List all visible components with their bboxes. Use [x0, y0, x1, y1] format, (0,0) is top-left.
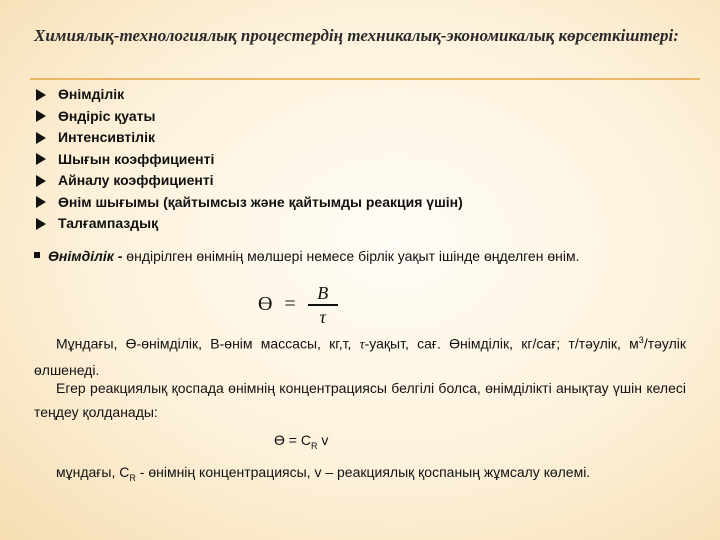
list-item-label: Өндіріс қуаты [58, 107, 156, 124]
where-text-a: мұндағы, С [56, 464, 130, 480]
explanation-tau: τ [359, 337, 365, 353]
where-paragraph [34, 460, 674, 490]
list-item [36, 192, 463, 214]
explanation-paragraph [34, 328, 686, 382]
definition-paragraph [34, 244, 686, 268]
arrow-bullet-icon [36, 89, 46, 101]
definition-term: Өнімділік [48, 248, 114, 264]
list-item [36, 149, 463, 171]
formula2-subscript: R [310, 440, 318, 451]
formula2-text-b: v [317, 432, 329, 448]
explanation-superscript: 3 [638, 335, 644, 345]
list-item-label: Айналу коэффициенті [58, 172, 214, 188]
list-item [36, 213, 463, 235]
arrow-bullet-icon [36, 196, 46, 208]
list-item [36, 106, 463, 128]
list-item-label: Өнім шығымы (қайтымсыз және қайтымды реакция үшін) [58, 193, 463, 210]
arrow-bullet-icon [36, 110, 46, 122]
explanation-text-b: -уақыт, сағ. Өнімділік, кг/сағ; т/тәулік, м [364, 335, 639, 352]
formula-fraction [308, 282, 338, 328]
definition-dash: - [113, 248, 127, 264]
list-item-label: Шығын коэффициенті [58, 150, 215, 167]
arrow-bullet-icon [36, 132, 46, 144]
list-item [36, 84, 463, 106]
list-item-label: Өнімділік [58, 86, 125, 102]
list-item-label: Талғампаздық [58, 215, 159, 231]
productivity-formula [258, 282, 338, 328]
arrow-bullet-icon [36, 218, 46, 230]
list-item [36, 170, 463, 192]
indicator-list [36, 84, 463, 235]
square-bullet-icon [34, 252, 40, 258]
arrow-bullet-icon [36, 153, 46, 165]
list-item-label: Интенсивтілік [58, 129, 155, 145]
slide-title: Химиялық-технологиялық процестердің техникалық-экономикалық көрсеткіштері: [34, 26, 679, 45]
explanation-text-a: Мұндағы, Ө-өнімділік, В-өнім массасы, кг,т, [56, 335, 360, 352]
explanation-text-c: /тәулік өлшенеді. [34, 335, 686, 378]
formula-denominator: τ [319, 306, 326, 327]
formula-lhs: Ө [258, 293, 273, 316]
concentration-formula [274, 432, 328, 451]
arrow-bullet-icon [36, 175, 46, 187]
where-text-b: - өнімнің концентрациясы, v – реакциялық қоспаның жұмсалу көлемі. [135, 464, 591, 480]
definition-text: өндірілген өнімнің мөлшері немесе бірлік уақыт ішінде өңделген өнім. [126, 248, 580, 264]
where-subscript: R [129, 472, 136, 483]
formula2-text-a: Ө = С [274, 432, 311, 448]
formula-equals: = [284, 293, 296, 316]
title-divider [30, 78, 700, 80]
list-item [36, 127, 463, 149]
formula-numerator: B [317, 283, 329, 303]
concentration-paragraph: Егер реакциялық қоспада өнімнің концентрациясы белгілі болса, өнімділікті анықтау үшін келесі теңдеу қолданады: [34, 380, 686, 420]
